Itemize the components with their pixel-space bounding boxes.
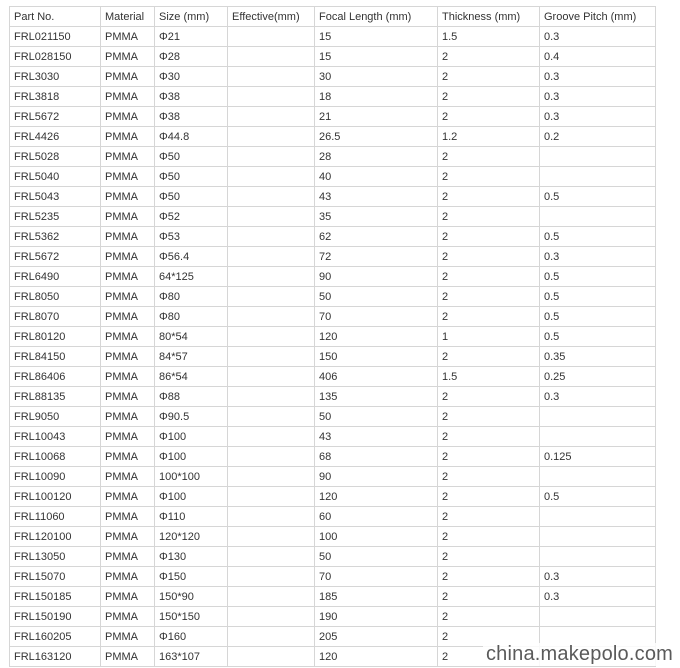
cell-thickness: 1.5 xyxy=(438,367,540,387)
table-row xyxy=(10,67,656,87)
cell-part-no: FRL163120 xyxy=(10,647,101,667)
cell-thickness: 2 xyxy=(438,447,540,467)
cell-material: PMMA xyxy=(101,547,155,567)
cell-groove-pitch xyxy=(540,207,656,227)
cell-part-no: FRL80120 xyxy=(10,327,101,347)
cell-material: PMMA xyxy=(101,27,155,47)
cell-effective xyxy=(228,67,315,87)
cell-groove-pitch xyxy=(540,467,656,487)
cell-effective xyxy=(228,527,315,547)
cell-groove-pitch: 0.25 xyxy=(540,367,656,387)
cell-thickness: 2 xyxy=(438,607,540,627)
cell-material: PMMA xyxy=(101,427,155,447)
table-row xyxy=(10,207,656,227)
cell-groove-pitch xyxy=(540,147,656,167)
cell-thickness: 2 xyxy=(438,567,540,587)
cell-focal-length: 50 xyxy=(315,547,438,567)
cell-part-no: FRL5672 xyxy=(10,107,101,127)
cell-part-no: FRL5043 xyxy=(10,187,101,207)
cell-groove-pitch: 0.5 xyxy=(540,307,656,327)
cell-thickness: 2 xyxy=(438,267,540,287)
cell-thickness: 2 xyxy=(438,207,540,227)
table-body xyxy=(10,27,656,667)
cell-material: PMMA xyxy=(101,127,155,147)
cell-thickness: 2 xyxy=(438,87,540,107)
cell-part-no: FRL10043 xyxy=(10,427,101,447)
cell-effective xyxy=(228,247,315,267)
cell-effective xyxy=(228,267,315,287)
cell-thickness: 2 xyxy=(438,407,540,427)
cell-part-no: FRL9050 xyxy=(10,407,101,427)
cell-part-no: FRL150190 xyxy=(10,607,101,627)
cell-size: Φ80 xyxy=(155,307,228,327)
cell-groove-pitch: 0.3 xyxy=(540,27,656,47)
cell-thickness: 1.5 xyxy=(438,27,540,47)
cell-part-no: FRL86406 xyxy=(10,367,101,387)
cell-focal-length: 90 xyxy=(315,467,438,487)
header-groove-pitch: Groove Pitch (mm) xyxy=(540,7,656,27)
cell-material: PMMA xyxy=(101,407,155,427)
cell-size: Φ100 xyxy=(155,487,228,507)
cell-effective xyxy=(228,87,315,107)
table-header xyxy=(10,7,656,27)
cell-focal-length: 50 xyxy=(315,287,438,307)
cell-effective xyxy=(228,327,315,347)
cell-material: PMMA xyxy=(101,187,155,207)
cell-size: Φ44.8 xyxy=(155,127,228,147)
cell-groove-pitch: 0.3 xyxy=(540,387,656,407)
table-row xyxy=(10,107,656,127)
cell-part-no: FRL100120 xyxy=(10,487,101,507)
cell-effective xyxy=(228,547,315,567)
cell-groove-pitch: 0.5 xyxy=(540,227,656,247)
cell-effective xyxy=(228,107,315,127)
cell-focal-length: 100 xyxy=(315,527,438,547)
cell-effective xyxy=(228,607,315,627)
cell-thickness: 2 xyxy=(438,527,540,547)
watermark: china.makepolo.com xyxy=(483,643,676,666)
cell-effective xyxy=(228,147,315,167)
cell-part-no: FRL3818 xyxy=(10,87,101,107)
table-row xyxy=(10,47,656,67)
cell-groove-pitch xyxy=(540,607,656,627)
cell-focal-length: 50 xyxy=(315,407,438,427)
table-row xyxy=(10,327,656,347)
cell-effective xyxy=(228,27,315,47)
cell-material: PMMA xyxy=(101,487,155,507)
cell-size: Φ160 xyxy=(155,627,228,647)
table-row xyxy=(10,367,656,387)
cell-part-no: FRL8050 xyxy=(10,287,101,307)
cell-effective xyxy=(228,227,315,247)
cell-thickness: 2 xyxy=(438,587,540,607)
cell-thickness: 2 xyxy=(438,547,540,567)
table-row xyxy=(10,347,656,367)
cell-effective xyxy=(228,307,315,327)
cell-effective xyxy=(228,567,315,587)
table-row xyxy=(10,527,656,547)
cell-groove-pitch: 0.5 xyxy=(540,267,656,287)
cell-size: Φ38 xyxy=(155,107,228,127)
cell-part-no: FRL5028 xyxy=(10,147,101,167)
cell-size: Φ130 xyxy=(155,547,228,567)
cell-groove-pitch xyxy=(540,407,656,427)
cell-focal-length: 150 xyxy=(315,347,438,367)
cell-effective xyxy=(228,467,315,487)
cell-material: PMMA xyxy=(101,347,155,367)
cell-size: Φ100 xyxy=(155,447,228,467)
cell-part-no: FRL160205 xyxy=(10,627,101,647)
cell-focal-length: 120 xyxy=(315,487,438,507)
cell-material: PMMA xyxy=(101,287,155,307)
cell-groove-pitch: 0.3 xyxy=(540,67,656,87)
table-row xyxy=(10,187,656,207)
table-row xyxy=(10,147,656,167)
table-row xyxy=(10,587,656,607)
cell-material: PMMA xyxy=(101,447,155,467)
cell-part-no: FRL88135 xyxy=(10,387,101,407)
cell-groove-pitch: 0.5 xyxy=(540,327,656,347)
cell-groove-pitch: 0.3 xyxy=(540,87,656,107)
cell-groove-pitch xyxy=(540,167,656,187)
cell-thickness: 2 xyxy=(438,287,540,307)
header-thickness: Thickness (mm) xyxy=(438,7,540,27)
cell-focal-length: 406 xyxy=(315,367,438,387)
spec-table xyxy=(9,6,656,667)
cell-material: PMMA xyxy=(101,647,155,667)
cell-material: PMMA xyxy=(101,507,155,527)
cell-part-no: FRL8070 xyxy=(10,307,101,327)
cell-size: 86*54 xyxy=(155,367,228,387)
cell-part-no: FRL5362 xyxy=(10,227,101,247)
table-row xyxy=(10,467,656,487)
cell-focal-length: 40 xyxy=(315,167,438,187)
cell-focal-length: 26.5 xyxy=(315,127,438,147)
cell-material: PMMA xyxy=(101,607,155,627)
cell-size: Φ50 xyxy=(155,187,228,207)
cell-part-no: FRL5040 xyxy=(10,167,101,187)
cell-thickness: 2 xyxy=(438,427,540,447)
cell-size: Φ38 xyxy=(155,87,228,107)
header-size: Size (mm) xyxy=(155,7,228,27)
cell-size: 150*150 xyxy=(155,607,228,627)
cell-thickness: 1 xyxy=(438,327,540,347)
header-effective: Effective(mm) xyxy=(228,7,315,27)
cell-effective xyxy=(228,387,315,407)
cell-size: Φ28 xyxy=(155,47,228,67)
cell-material: PMMA xyxy=(101,627,155,647)
cell-focal-length: 68 xyxy=(315,447,438,467)
cell-groove-pitch: 0.5 xyxy=(540,487,656,507)
cell-size: Φ50 xyxy=(155,147,228,167)
cell-effective xyxy=(228,407,315,427)
cell-effective xyxy=(228,127,315,147)
cell-material: PMMA xyxy=(101,167,155,187)
cell-focal-length: 15 xyxy=(315,27,438,47)
cell-focal-length: 62 xyxy=(315,227,438,247)
table-row xyxy=(10,267,656,287)
cell-groove-pitch: 0.35 xyxy=(540,347,656,367)
cell-size: 64*125 xyxy=(155,267,228,287)
table-row xyxy=(10,387,656,407)
cell-part-no: FRL5672 xyxy=(10,247,101,267)
cell-material: PMMA xyxy=(101,387,155,407)
cell-focal-length: 70 xyxy=(315,307,438,327)
table-row xyxy=(10,567,656,587)
cell-thickness: 2 xyxy=(438,307,540,327)
cell-thickness: 2 xyxy=(438,467,540,487)
cell-part-no: FRL3030 xyxy=(10,67,101,87)
cell-thickness: 2 xyxy=(438,167,540,187)
cell-focal-length: 43 xyxy=(315,427,438,447)
table-row xyxy=(10,247,656,267)
header-focal-length: Focal Length (mm) xyxy=(315,7,438,27)
cell-focal-length: 120 xyxy=(315,647,438,667)
table-row xyxy=(10,167,656,187)
cell-thickness: 2 xyxy=(438,47,540,67)
cell-groove-pitch xyxy=(540,547,656,567)
cell-part-no: FRL11060 xyxy=(10,507,101,527)
table-row xyxy=(10,407,656,427)
cell-effective xyxy=(228,627,315,647)
cell-size: 100*100 xyxy=(155,467,228,487)
cell-material: PMMA xyxy=(101,227,155,247)
header-row xyxy=(10,7,656,27)
cell-thickness: 2 xyxy=(438,67,540,87)
cell-part-no: FRL5235 xyxy=(10,207,101,227)
cell-groove-pitch xyxy=(540,527,656,547)
cell-material: PMMA xyxy=(101,527,155,547)
cell-size: 84*57 xyxy=(155,347,228,367)
cell-effective xyxy=(228,287,315,307)
cell-focal-length: 205 xyxy=(315,627,438,647)
cell-size: Φ52 xyxy=(155,207,228,227)
cell-effective xyxy=(228,447,315,467)
table-row xyxy=(10,87,656,107)
cell-groove-pitch: 0.3 xyxy=(540,587,656,607)
cell-size: Φ80 xyxy=(155,287,228,307)
cell-focal-length: 35 xyxy=(315,207,438,227)
cell-material: PMMA xyxy=(101,107,155,127)
cell-effective xyxy=(228,587,315,607)
cell-effective xyxy=(228,47,315,67)
cell-effective xyxy=(228,647,315,667)
cell-thickness: 2 xyxy=(438,487,540,507)
cell-part-no: FRL120100 xyxy=(10,527,101,547)
cell-focal-length: 72 xyxy=(315,247,438,267)
table-row xyxy=(10,607,656,627)
cell-focal-length: 18 xyxy=(315,87,438,107)
cell-size: Φ30 xyxy=(155,67,228,87)
cell-thickness: 2 xyxy=(438,647,540,667)
cell-focal-length: 30 xyxy=(315,67,438,87)
cell-focal-length: 43 xyxy=(315,187,438,207)
cell-material: PMMA xyxy=(101,267,155,287)
cell-size: Φ90.5 xyxy=(155,407,228,427)
cell-size: Φ56.4 xyxy=(155,247,228,267)
cell-material: PMMA xyxy=(101,47,155,67)
cell-effective xyxy=(228,507,315,527)
cell-focal-length: 185 xyxy=(315,587,438,607)
cell-thickness: 2 xyxy=(438,247,540,267)
cell-size: Φ21 xyxy=(155,27,228,47)
cell-groove-pitch: 0.5 xyxy=(540,287,656,307)
cell-thickness: 1.2 xyxy=(438,127,540,147)
cell-size: Φ100 xyxy=(155,427,228,447)
cell-effective xyxy=(228,487,315,507)
table-row xyxy=(10,547,656,567)
table-row xyxy=(10,27,656,47)
cell-focal-length: 15 xyxy=(315,47,438,67)
cell-material: PMMA xyxy=(101,87,155,107)
header-part-no: Part No. xyxy=(10,7,101,27)
cell-part-no: FRL15070 xyxy=(10,567,101,587)
cell-effective xyxy=(228,207,315,227)
cell-thickness: 2 xyxy=(438,187,540,207)
cell-material: PMMA xyxy=(101,67,155,87)
cell-focal-length: 190 xyxy=(315,607,438,627)
table-row xyxy=(10,487,656,507)
cell-thickness: 2 xyxy=(438,147,540,167)
cell-size: Φ88 xyxy=(155,387,228,407)
cell-effective xyxy=(228,187,315,207)
cell-focal-length: 21 xyxy=(315,107,438,127)
cell-focal-length: 120 xyxy=(315,327,438,347)
cell-focal-length: 28 xyxy=(315,147,438,167)
cell-groove-pitch xyxy=(540,507,656,527)
cell-groove-pitch: 0.4 xyxy=(540,47,656,67)
cell-material: PMMA xyxy=(101,247,155,267)
cell-groove-pitch: 0.125 xyxy=(540,447,656,467)
cell-part-no: FRL10068 xyxy=(10,447,101,467)
table-row xyxy=(10,127,656,147)
cell-groove-pitch: 0.3 xyxy=(540,567,656,587)
cell-effective xyxy=(228,367,315,387)
cell-part-no: FRL4426 xyxy=(10,127,101,147)
cell-groove-pitch xyxy=(540,427,656,447)
table-row xyxy=(10,307,656,327)
cell-size: 80*54 xyxy=(155,327,228,347)
table-row xyxy=(10,447,656,467)
cell-size: 163*107 xyxy=(155,647,228,667)
cell-thickness: 2 xyxy=(438,507,540,527)
cell-material: PMMA xyxy=(101,147,155,167)
cell-effective xyxy=(228,167,315,187)
cell-part-no: FRL6490 xyxy=(10,267,101,287)
cell-effective xyxy=(228,347,315,367)
cell-thickness: 2 xyxy=(438,107,540,127)
cell-material: PMMA xyxy=(101,587,155,607)
cell-groove-pitch: 0.5 xyxy=(540,187,656,207)
cell-size: Φ150 xyxy=(155,567,228,587)
cell-material: PMMA xyxy=(101,567,155,587)
cell-size: 150*90 xyxy=(155,587,228,607)
cell-part-no: FRL10090 xyxy=(10,467,101,487)
cell-material: PMMA xyxy=(101,327,155,347)
cell-material: PMMA xyxy=(101,367,155,387)
cell-focal-length: 70 xyxy=(315,567,438,587)
cell-size: Φ110 xyxy=(155,507,228,527)
cell-part-no: FRL028150 xyxy=(10,47,101,67)
cell-thickness: 2 xyxy=(438,387,540,407)
table-row xyxy=(10,227,656,247)
cell-groove-pitch: 0.3 xyxy=(540,247,656,267)
cell-material: PMMA xyxy=(101,307,155,327)
cell-groove-pitch: 0.3 xyxy=(540,107,656,127)
table-row xyxy=(10,507,656,527)
cell-material: PMMA xyxy=(101,467,155,487)
header-material: Material xyxy=(101,7,155,27)
table-row xyxy=(10,287,656,307)
cell-part-no: FRL021150 xyxy=(10,27,101,47)
cell-thickness: 2 xyxy=(438,227,540,247)
cell-part-no: FRL150185 xyxy=(10,587,101,607)
cell-focal-length: 90 xyxy=(315,267,438,287)
cell-thickness: 2 xyxy=(438,347,540,367)
cell-effective xyxy=(228,427,315,447)
table-row xyxy=(10,427,656,447)
cell-size: 120*120 xyxy=(155,527,228,547)
cell-thickness: 2 xyxy=(438,627,540,647)
cell-material: PMMA xyxy=(101,207,155,227)
cell-size: Φ53 xyxy=(155,227,228,247)
cell-groove-pitch: 0.2 xyxy=(540,127,656,147)
cell-size: Φ50 xyxy=(155,167,228,187)
cell-part-no: FRL84150 xyxy=(10,347,101,367)
cell-focal-length: 60 xyxy=(315,507,438,527)
cell-focal-length: 135 xyxy=(315,387,438,407)
cell-part-no: FRL13050 xyxy=(10,547,101,567)
